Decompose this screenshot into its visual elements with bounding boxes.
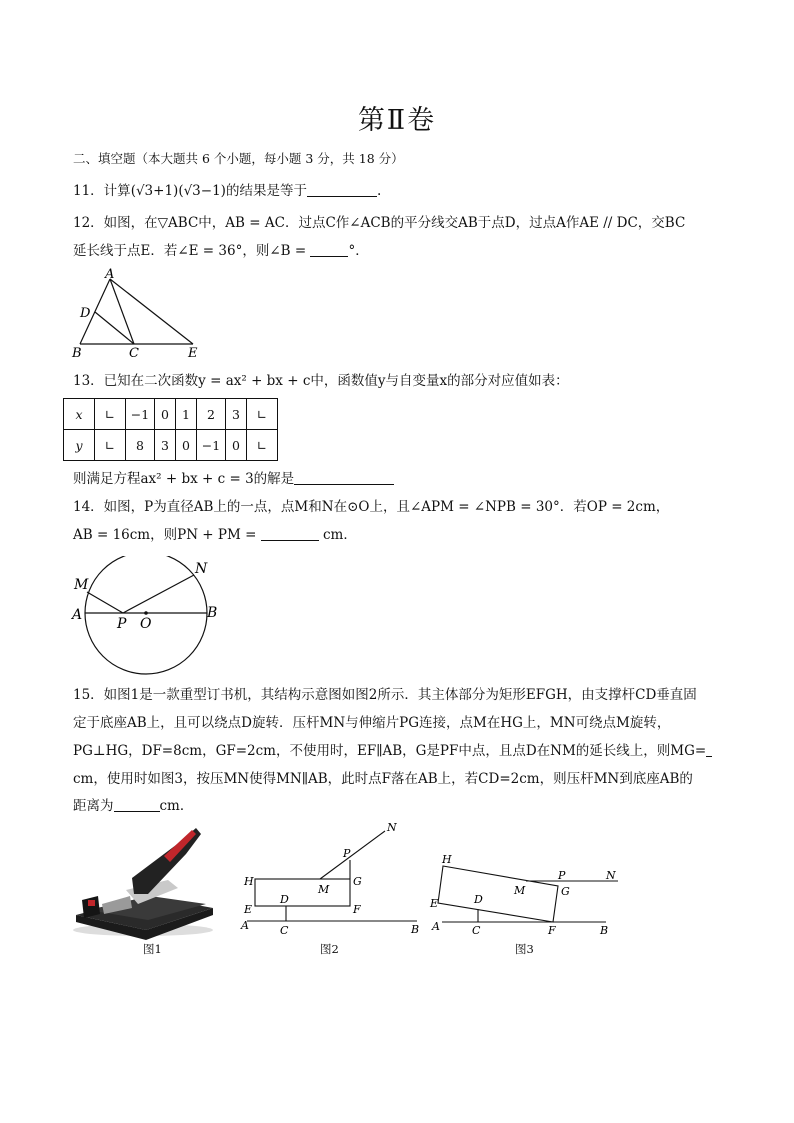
- q11-expression: (√3+1)(√3−1): [130, 183, 226, 199]
- table-cell: ∟: [95, 399, 126, 430]
- figure-1-caption: 图1: [143, 942, 162, 956]
- q14-line1: 14．如图，P为直径AB上的一点，点M和N在⊙O上，且∠APM = ∠NPB = 30°．若OP = 2cm，: [73, 499, 670, 515]
- fig3-label-g: G: [561, 885, 570, 898]
- q12-label-c: C: [129, 346, 139, 361]
- fig3-label-a: A: [432, 920, 440, 933]
- table-cell: 3: [155, 430, 176, 461]
- q13-value-table: [63, 398, 278, 461]
- q14-label-m: M: [74, 577, 89, 593]
- q15-line3: [73, 742, 712, 760]
- q13-answer-blank[interactable]: [294, 470, 394, 485]
- stapler-photo: [68, 820, 218, 940]
- q14-label-a: A: [72, 607, 83, 623]
- fig3-label-f: F: [548, 924, 556, 937]
- q15-line2: 定于底座AB上，且可以绕点D旋转．压杆MN与伸缩片PG连接，点M在HG上，MN可绕点M旋转，: [73, 715, 671, 731]
- q14-answer-blank[interactable]: [261, 526, 319, 541]
- q15-answer-blank-2[interactable]: [114, 797, 160, 812]
- fig2-label-d: D: [280, 893, 289, 906]
- q11-suffix: 的结果是等于: [225, 183, 307, 199]
- q14-line2-end: cm．: [323, 527, 357, 543]
- table-cell: x: [64, 399, 95, 430]
- q14-label-o: O: [140, 616, 152, 632]
- q12-answer-blank[interactable]: [310, 242, 348, 257]
- q15-line5: [73, 797, 193, 815]
- table-cell: 3: [226, 399, 247, 430]
- table-cell: 0: [226, 430, 247, 461]
- fig2-label-e: E: [244, 903, 253, 916]
- fig2-label-n: N: [387, 821, 397, 834]
- q11-prefix: 11．计算: [73, 183, 131, 199]
- page-title: 第Ⅱ卷: [357, 105, 437, 136]
- q12-triangle-figure: [68, 266, 213, 362]
- table-row: [64, 430, 278, 461]
- q12-label-b: B: [72, 346, 82, 361]
- q14-circle-figure: [66, 556, 226, 680]
- q12-line2: [73, 242, 369, 260]
- q15-line5-end: cm．: [159, 798, 194, 814]
- fig2-label-c: C: [280, 924, 289, 937]
- fig2-label-a: A: [241, 919, 249, 932]
- q15-line3-text: PG⊥HG，DF=8cm，GF=2cm，不使用时，EF∥AB，G是PF中点，且点D在NM的延长线上，则MG=: [73, 743, 707, 759]
- q12-line2-end: °．: [348, 243, 369, 259]
- q11-end: .: [376, 183, 382, 199]
- fig2-label-g: G: [353, 875, 362, 888]
- fig2-label-m: M: [318, 883, 330, 896]
- question-11: [73, 182, 381, 200]
- q13-line2: [73, 470, 394, 488]
- fig2-label-p: P: [343, 847, 351, 860]
- fig3-label-n: N: [606, 869, 616, 882]
- q14-label-p: P: [117, 616, 127, 632]
- table-cell: ∟: [247, 430, 278, 461]
- table-cell: −1: [197, 430, 226, 461]
- fig3-label-h: H: [442, 853, 452, 866]
- q14-label-n: N: [195, 561, 208, 577]
- table-cell: 2: [197, 399, 226, 430]
- section-header: 二、填空题（本大题共 6 个小题，每小题 3 分，共 18 分）: [73, 151, 404, 166]
- fig3-label-p: P: [558, 869, 566, 882]
- table-cell: ∟: [95, 430, 126, 461]
- fig2-label-b: B: [411, 923, 420, 936]
- table-cell: ∟: [247, 399, 278, 430]
- figure-3-caption: 图3: [515, 942, 534, 956]
- table-cell: −1: [126, 399, 155, 430]
- fig2-label-f: F: [353, 903, 361, 916]
- q12-label-e: E: [188, 346, 198, 361]
- table-cell: y: [64, 430, 95, 461]
- fig2-label-h: H: [244, 875, 254, 888]
- q12-line2-text: 延长线于点E．若∠E = 36°，则∠B =: [73, 243, 307, 259]
- q14-label-b: B: [207, 605, 218, 621]
- q15-figure-2: [235, 815, 425, 939]
- fig3-label-c: C: [472, 924, 481, 937]
- fig3-label-b: B: [600, 924, 609, 937]
- table-cell: 0: [176, 430, 197, 461]
- q14-line2-text: AB = 16cm，则PN + PM =: [73, 527, 257, 543]
- table-cell: 1: [176, 399, 197, 430]
- q15-answer-blank-1[interactable]: [706, 742, 712, 757]
- table-cell: 8: [126, 430, 155, 461]
- figure-2-caption: 图2: [320, 942, 339, 956]
- q12-line1: 12．如图，在▽ABC中，AB = AC．过点C作∠ACB的平分线交AB于点D，过点A作AE // DC，交BC: [73, 215, 686, 231]
- q11-answer-blank[interactable]: [307, 182, 377, 197]
- q15-figure-3: [428, 845, 624, 941]
- table-cell: 0: [155, 399, 176, 430]
- q12-label-d: D: [80, 306, 91, 321]
- fig3-label-d: D: [474, 893, 483, 906]
- table-row: [64, 399, 278, 430]
- fig3-label-e: E: [430, 897, 439, 910]
- q13-line2-text: 则满足方程ax² + bx + c = 3的解是: [73, 471, 295, 487]
- q15-line5-text: 距离为: [73, 798, 114, 814]
- q15-line1: 15．如图1是一款重型订书机，其结构示意图如图2所示．其主体部分为矩形EFGH，由支撑杆CD垂直固: [73, 687, 697, 703]
- q13-line1: 13．已知在二次函数y = ax² + bx + c中，函数值y与自变量x的部分对应值如表：: [73, 373, 569, 389]
- fig3-label-m: M: [514, 884, 526, 897]
- q15-line4: cm，使用时如图3，按压MN使得MN∥AB，此时点F落在AB上，若CD=2cm，则压杆MN到底座AB的: [73, 771, 693, 787]
- q14-line2: [73, 526, 357, 544]
- q12-label-a: A: [105, 267, 115, 282]
